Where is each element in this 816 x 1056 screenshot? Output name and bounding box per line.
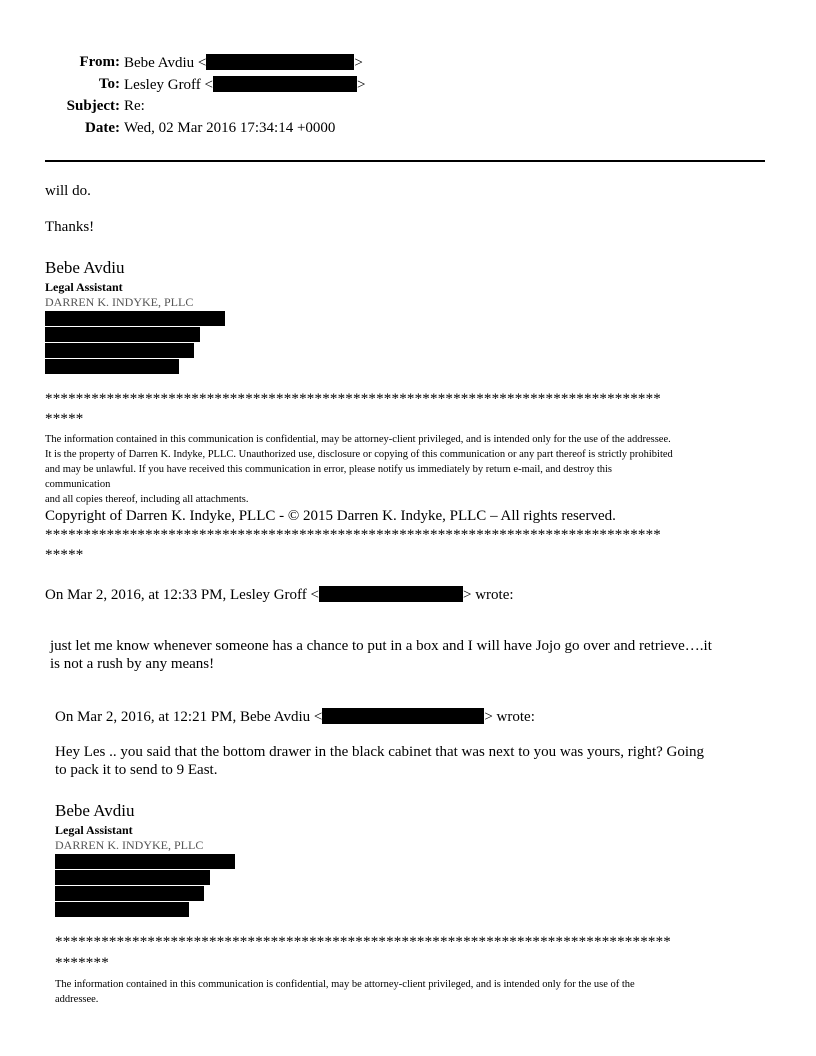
to-value [124,76,365,94]
asterisk-separator: ******************************************************************************** [45,391,661,407]
redaction-bar [45,327,200,342]
asterisk-separator: ***** [45,547,84,563]
redaction-bar [55,870,210,885]
quote-intro [55,708,535,726]
copyright-line: Copyright of Darren K. Indyke, PLLC - © 2015 Darren K. Indyke, PLLC – All rights reserved. [45,508,616,524]
redaction-bar [55,854,235,869]
subject-value: Re: [124,98,145,114]
from-close: > [354,55,363,71]
from-value [124,54,363,72]
redaction-bar [45,343,194,358]
quote-body: is not a rush by any means! [50,656,215,672]
quote-intro-end: > wrote: [462,587,514,603]
from-label: From: [79,54,120,70]
signature-title: Legal Assistant [55,823,133,837]
to-label: To: [98,76,120,92]
signature-title: Legal Assistant [45,280,123,294]
redaction-bar [319,586,463,602]
disclaimer-text: The information contained in this communication is confidential, may be attorney-client privileged, and is intended only for the use of the addressee. [45,434,671,445]
redaction-bar [213,76,357,92]
redaction-bar [55,902,189,917]
redaction-bar [45,359,179,374]
disclaimer-text: communication [45,479,111,490]
quote-body: Hey Les .. you said that the bottom drawer in the black cabinet that was next to you was yours, right? Going [55,744,705,760]
disclaimer-text: The information contained in this communication is confidential, may be attorney-client privileged, and is intended only for the use of the [55,979,635,990]
redaction-bar [45,311,225,326]
message-line: Thanks! [45,219,95,235]
disclaimer-text: and may be unlawful. If you have received this communication in error, please notify us immediately by return e-mail, and destroy this [45,464,612,475]
redaction-bar [55,886,204,901]
disclaimer-text: addressee. [55,994,99,1005]
signature-firm: DARREN K. INDYKE, PLLC [55,838,204,852]
date-label: Date: [85,120,120,136]
asterisk-separator: ******* [55,955,109,971]
header-divider [45,160,765,162]
disclaimer-text: and all copies thereof, including all attachments. [45,494,249,505]
asterisk-separator: ***** [45,411,84,427]
quote-intro-text: On Mar 2, 2016, at 12:21 PM, Bebe Avdiu < [55,709,323,725]
redaction-bar [206,54,354,70]
from-name: Bebe Avdiu < [124,55,207,71]
redaction-bar [322,708,484,724]
to-close: > [357,77,366,93]
quote-body: just let me know whenever someone has a chance to put in a box and I will have Jojo go over and retrieve….it [50,638,712,654]
quote-intro [45,586,514,604]
subject-label: Subject: [66,98,120,114]
to-name: Lesley Groff < [124,77,213,93]
signature-name: Bebe Avdiu [45,258,125,277]
quote-intro-end: > wrote: [484,709,535,725]
disclaimer-text: It is the property of Darren K. Indyke, PLLC. Unauthorized use, disclosure or copying of this communication or any part thereof is strictly prohibited [45,449,673,460]
asterisk-separator: ******************************************************************************** [45,527,661,543]
date-value: Wed, 02 Mar 2016 17:34:14 +0000 [124,120,336,136]
signature-name: Bebe Avdiu [55,801,135,820]
signature-firm: DARREN K. INDYKE, PLLC [45,295,194,309]
message-line: will do. [45,183,91,199]
quote-body: to pack it to send to 9 East. [55,762,218,778]
quote-intro-text: On Mar 2, 2016, at 12:33 PM, Lesley Groff < [45,587,319,603]
asterisk-separator: ******************************************************************************** [55,934,671,950]
